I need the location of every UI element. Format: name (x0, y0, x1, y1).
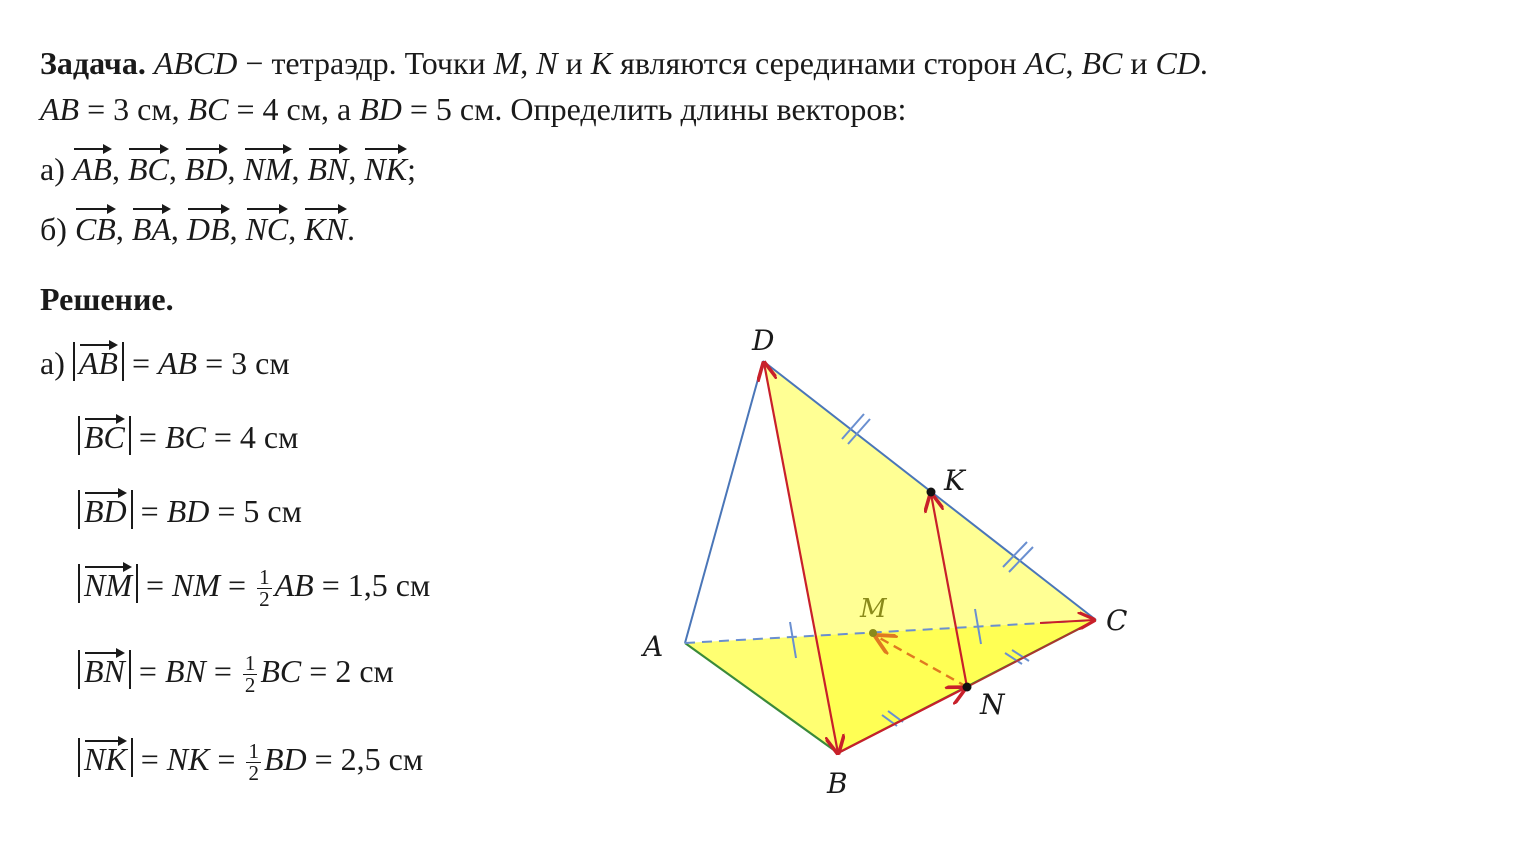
label-d: D (752, 324, 775, 357)
part-b-prefix: б) (40, 211, 75, 247)
vector-bn: BN (84, 650, 125, 689)
text-fragment: ; (407, 151, 416, 187)
vector-nm: NM (84, 564, 132, 603)
solution-prefix: а) (40, 345, 73, 381)
label-c: C (1106, 604, 1128, 637)
vector-kn: KN (304, 206, 347, 248)
solution-row-5: BN = BN = $\frac{1}{2}$ BC = 2 см (78, 650, 394, 696)
part-a-prefix: а) (40, 151, 73, 187)
side-cd: CD (1155, 45, 1200, 81)
vector-bd: BD (185, 146, 228, 188)
fraction-denominator: 2 (248, 761, 259, 786)
side-bd: BD (359, 91, 402, 127)
tetra-name: ABCD (153, 45, 238, 81)
segment: BC (164, 419, 206, 455)
segment: AB (158, 345, 198, 381)
result-value: 2 см (335, 653, 394, 689)
text-fragment: и (1122, 45, 1156, 81)
vector-bd: BD (84, 490, 127, 529)
solution-row-2: BC = BC = 4 см (78, 416, 298, 456)
solution-row-1: а) AB = AB = 3 см (40, 342, 290, 382)
fraction-numerator: 1 (259, 565, 270, 590)
text-fragment: , (1065, 45, 1082, 81)
point-n-dot (963, 683, 972, 692)
vector-ab: AB (73, 146, 112, 188)
solution-row-4: NM = NM = $\frac{1}{2}$ AB = 1,5 см (78, 564, 430, 610)
point-k-dot (927, 488, 936, 497)
label-m: M (860, 594, 887, 624)
fraction-numerator: 1 (248, 739, 259, 764)
text-fragment: и (557, 45, 591, 81)
vector-db: DB (187, 206, 230, 248)
vector-nc: NC (246, 206, 289, 248)
vector-bn: BN (308, 146, 349, 188)
part-b-line: б) CB, BA, DB, NC, KN. (40, 206, 355, 248)
side-bc: BC (187, 91, 229, 127)
label-n: N (980, 688, 1005, 721)
base-segment: BD (263, 741, 307, 777)
label-b: B (827, 767, 848, 800)
solution-title: Решение. (40, 281, 174, 317)
point-m-dot (869, 629, 877, 637)
fraction-numerator: 1 (244, 651, 256, 676)
vector-bc: BC (84, 416, 125, 455)
side-ac: AC (1024, 45, 1066, 81)
point-n: N (536, 45, 558, 81)
vector-cb: CB (75, 206, 116, 248)
result-value: 4 см (239, 419, 299, 455)
text-fragment: = 3 см, (79, 91, 188, 127)
text-fragment: тетраэдр. Точки (271, 45, 494, 81)
base-segment: AB (274, 567, 314, 603)
vector-ba: BA (132, 206, 171, 248)
text-fragment: . (1199, 45, 1208, 81)
vector-bc: BC (128, 146, 169, 188)
part-a-line: а) AB, BC, BD, NM, BN, NK; (40, 146, 416, 188)
vector-ab: AB (79, 342, 118, 381)
fraction-denominator: 2 (244, 673, 256, 698)
side-ab: AB (40, 91, 80, 127)
result-value: 2,5 см (340, 741, 424, 777)
dash: − (237, 45, 272, 81)
label-k: K (944, 464, 965, 497)
vector-nk: NK (364, 146, 407, 188)
solution-row-3: BD = BD = 5 см (78, 490, 302, 530)
base-segment: BC (260, 653, 302, 689)
point-m: M (493, 45, 521, 81)
segment: NM (172, 567, 221, 603)
text-fragment: , (520, 45, 537, 81)
point-k: K (590, 45, 613, 81)
result-value: 1,5 см (347, 567, 431, 603)
text-fragment: = 5 см. Определить длины векторов: (401, 91, 907, 127)
problem-label: Задача. (40, 45, 146, 81)
text-fragment: . (346, 211, 355, 247)
edge-ad (685, 361, 763, 643)
text-fragment: = 4 см, а (228, 91, 360, 127)
segment: NK (166, 741, 210, 777)
segment: BD (166, 493, 210, 529)
segment: BN (164, 653, 206, 689)
vector-nm: NM (244, 146, 292, 188)
vector-nk: NK (84, 738, 127, 777)
result-value: 5 см (243, 493, 302, 529)
text-fragment: являются серединами сторон (612, 45, 1025, 81)
solution-row-6: NK = NK = $\frac{1}{2}$ BD = 2,5 см (78, 738, 423, 784)
fraction-denominator: 2 (259, 587, 270, 612)
label-a: A (643, 630, 664, 663)
result-value: 3 см (231, 345, 290, 381)
side-bc: BC (1081, 45, 1123, 81)
